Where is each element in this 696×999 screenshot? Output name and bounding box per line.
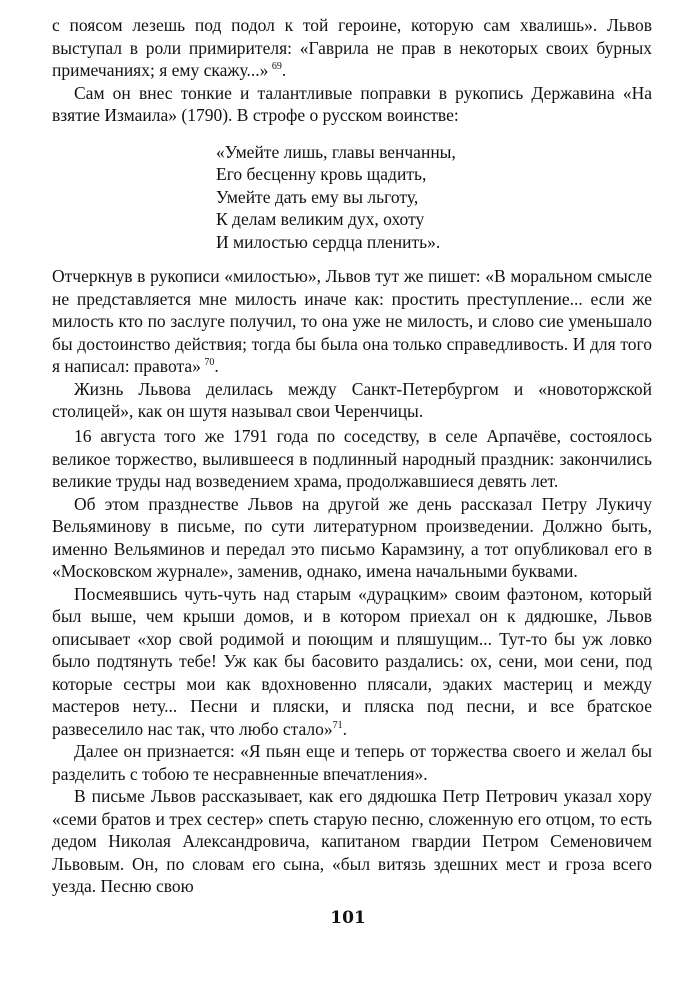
paragraph: с поясом лезешь под подол к той героине, которую сам хвалишь». Львов выступал в роли примирителя: «Гаврила не прав в некоторых своих бурных примечаниях; я ему скажу...» $^{69}$. bbox=[52, 15, 652, 80]
paragraph: Об этом празднестве Львов на другой же день рассказал Петру Лукичу Вельяминову в письме, по сути литературном произведении. Должно быть, именно Вельяминов и передал это письмо Карамзину, а тот опубликовал его в «Московском журнале», заменив, однако, имена начальными буквами. bbox=[52, 493, 652, 581]
text-section-1 bbox=[52, 14, 652, 423]
paragraph: 16 августа того же 1791 года по соседству, в селе Арпачёве, состоялось великое торжество, вылившееся в подлинный народный праздник: закончились великие труды над возведением храма, продолжавшиеся девять лет. bbox=[52, 426, 652, 491]
paragraph: Далее он признается: «Я пьян еще и теперь от торжества своего и желал бы разделить с тобою те несравненные впечатления». bbox=[52, 741, 652, 784]
paragraph: Сам он внес тонкие и талантливые поправки в рукопись Державина «На взятие Измаила» (1790). В строфе о русском воинстве: bbox=[52, 82, 652, 125]
page-number: 101 bbox=[330, 908, 366, 928]
footnote-ref: 71 bbox=[332, 719, 343, 731]
poem-line: Его бесценну кровь щадить, bbox=[216, 164, 427, 184]
paragraph: В письме Львов рассказывает, как его дядюшка Петр Петрович указал хору «семи братов и трех сестер» спеть старую песню, сложенную его отцом, то есть дедом Николая Александровича, капитаном гвардии Петром Семеновичем Львовым. Он, по словам его сына, «был витязь здешних мест и гроза всего уезда. Песню свою bbox=[52, 786, 652, 896]
footnote-ref: 69 bbox=[271, 61, 282, 73]
paragraph: Отчеркнув в рукописи «милостью», Львов тут же пишет: «В моральном смысле не представляется мне милость иначе как: простить преступление... если же милость кто по заслуге получил, то она уже не милость, и слово сие уменьшало бы достоинство действия; тогда бы была она только справедливость. И для того я написал: правота» $^{70}$. bbox=[52, 266, 652, 376]
poem-line: «Умейте лишь, главы венчанны, bbox=[216, 141, 456, 162]
footnote-ref: 70 bbox=[204, 357, 215, 369]
poem-line: И милостью сердца пленить». bbox=[216, 231, 441, 252]
paragraph: Жизнь Львова делилась между Санкт-Петербургом и «новоторжской столицей», как он шутя называл свои Черенчицы. bbox=[52, 378, 652, 421]
paragraph: Посмеявшись чуть-чуть над старым «дурацким» своим фаэтоном, который был выше, чем крыши домов, и в котором приехал он к дядюшке, Львов описывает «хор свой родимой и поющим и пляшущим... Тут-то бы уж ловко было подтянуть тебе! Уж как бы басовито раздались: ох, сени, мои сени, под которые сестры мои как вдохновенно плясали, эдаких мастериц и между мастеров нету... Песни и пляски, и пляска под песни, и все братское развеселило нас так, что любо стало»$^{71}$. bbox=[52, 583, 652, 739]
text-section-2 bbox=[52, 425, 652, 898]
poem-stanza bbox=[216, 141, 652, 254]
poem-line: К делам великим дух, охоту bbox=[216, 209, 425, 229]
poem-line: Умейте дать ему вы льготу, bbox=[216, 186, 419, 207]
